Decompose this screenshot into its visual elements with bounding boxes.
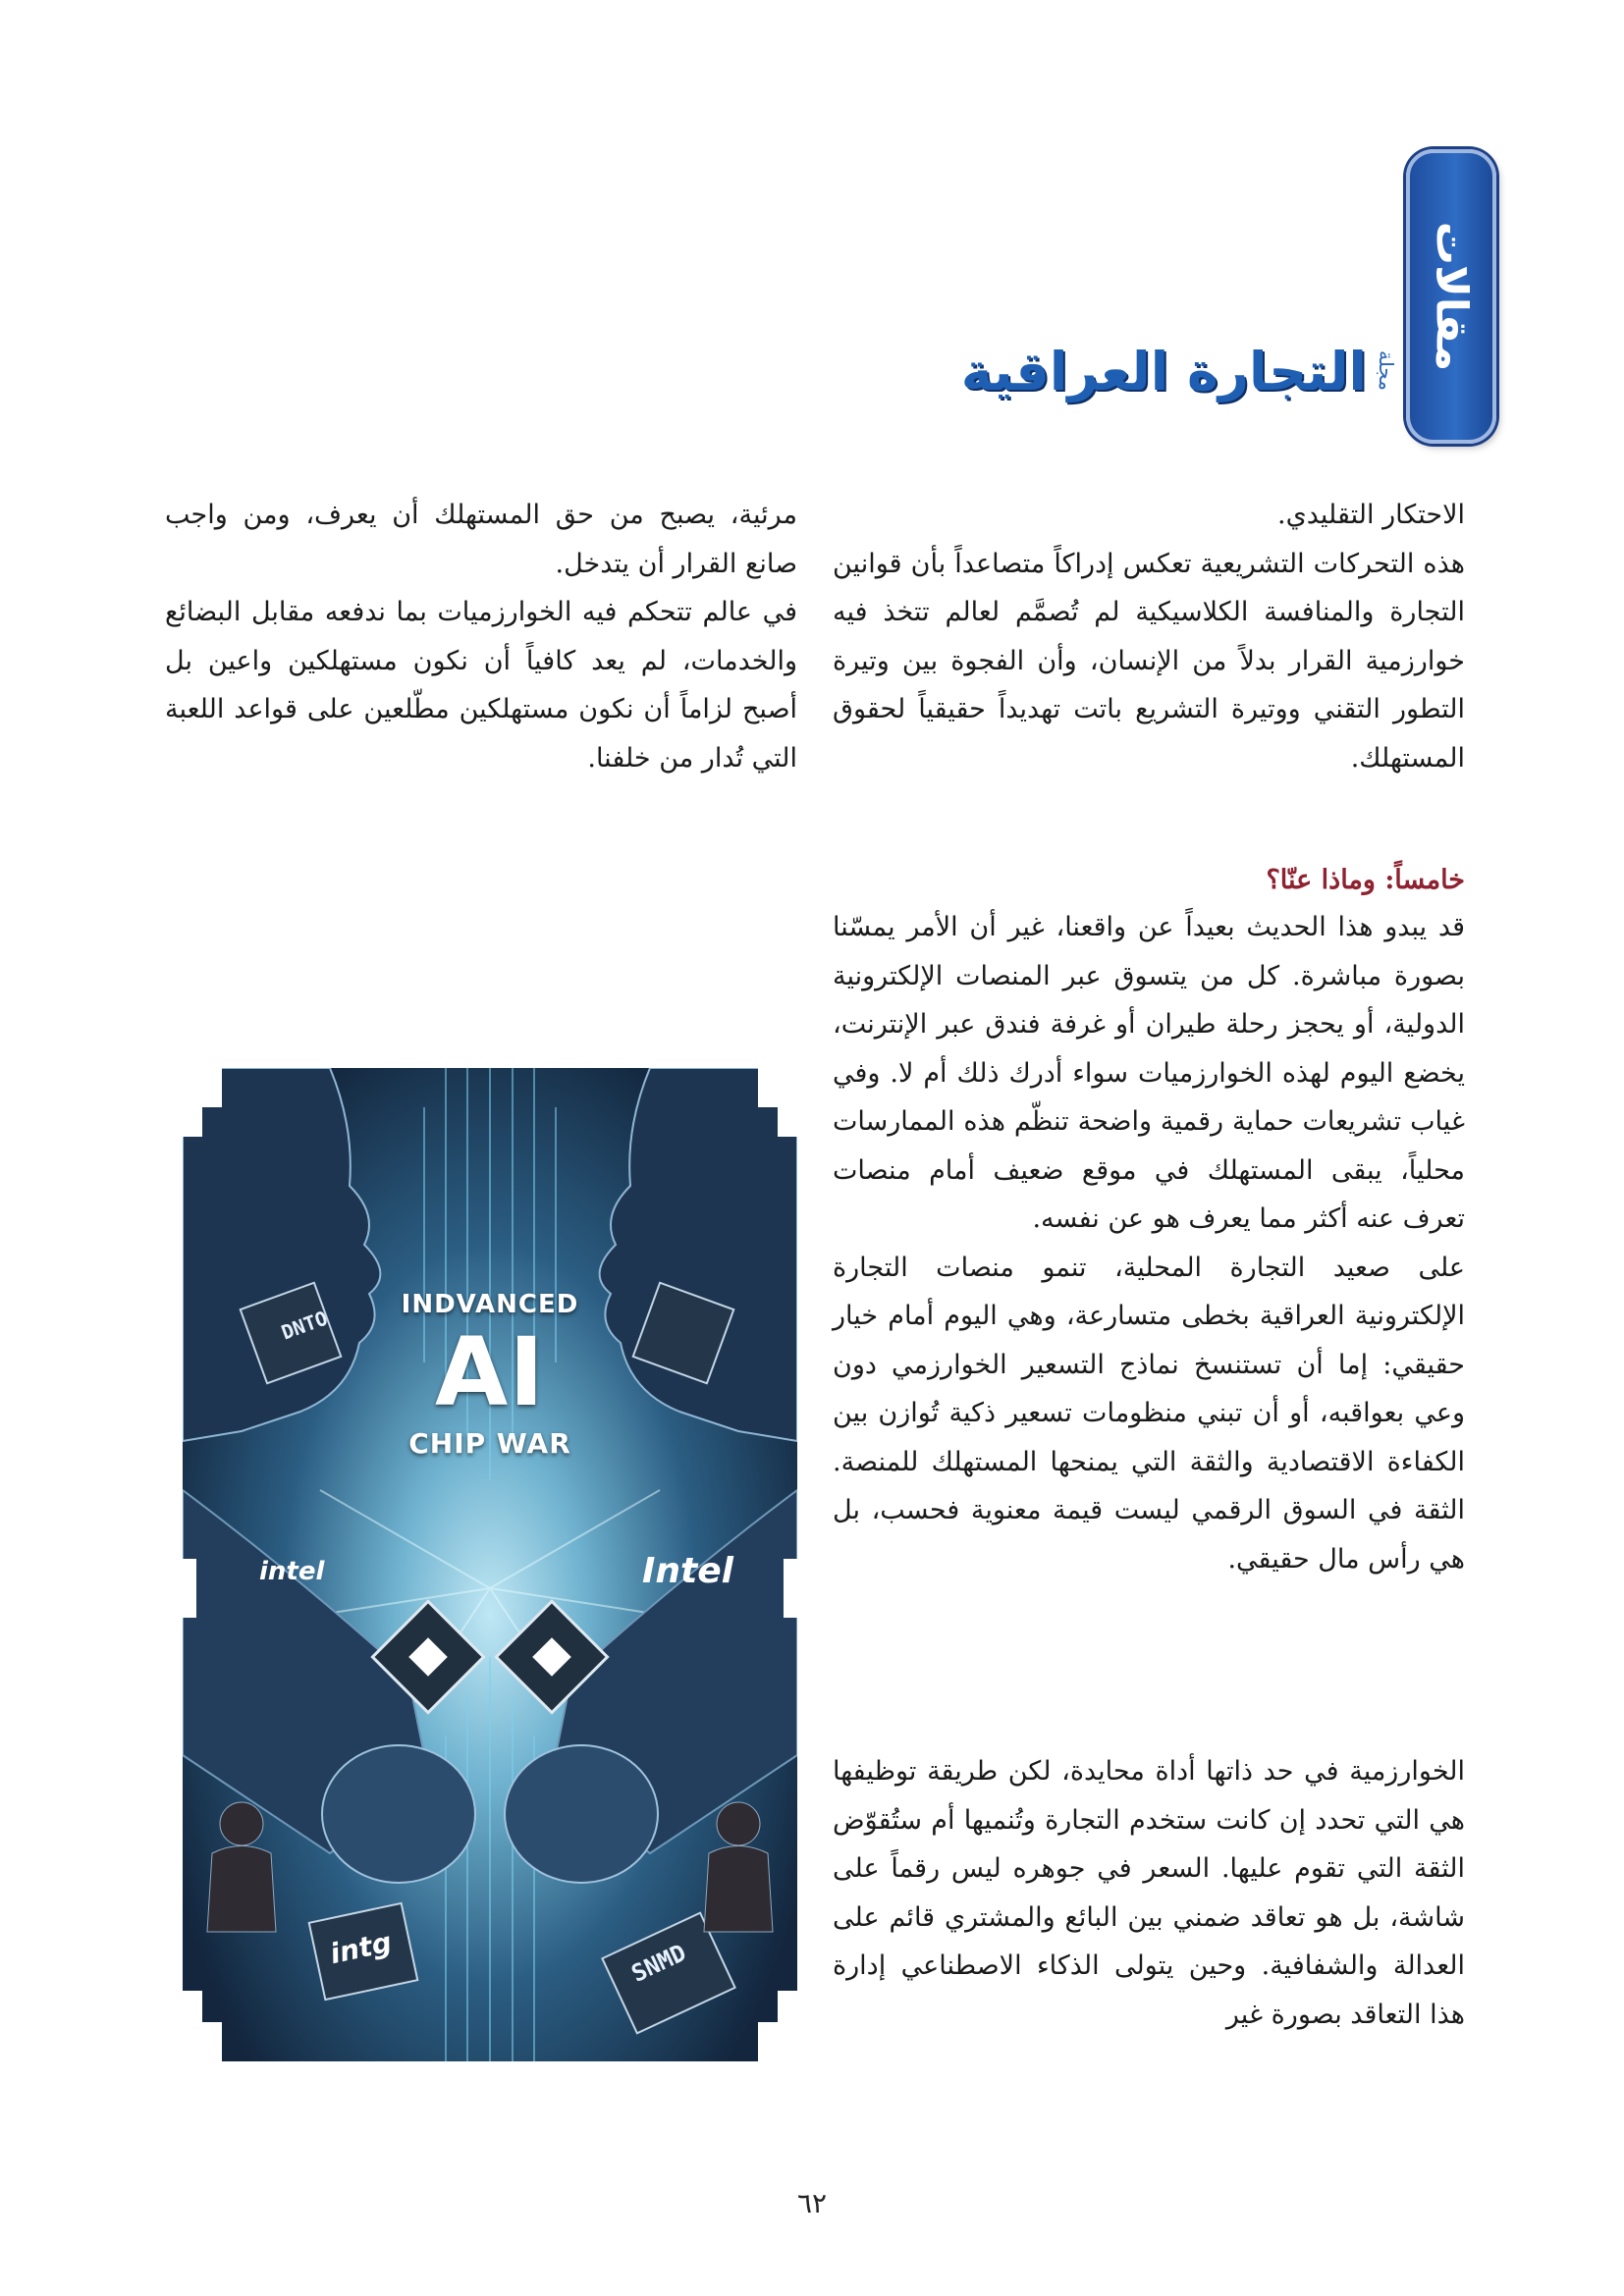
page-number: ٦٢ [796, 2187, 828, 2219]
chip-label-intg: intg [327, 1925, 395, 1971]
paragraph: الاحتكار التقليدي. [1276, 500, 1465, 530]
intel-logo-left: intel [259, 1557, 325, 1586]
intel-logo-right: Intel [642, 1551, 733, 1591]
section-tab-label: مقالات [1426, 221, 1477, 372]
right-column-closing [833, 1747, 1465, 2039]
section-heading-wrap [833, 856, 1465, 905]
section-tab [1406, 149, 1496, 444]
paragraph: الخوارزمية في حد ذاتها أداة محايدة، لكن طريقة توظيفها هي التي تحدد إن كانت ستخدم التجارة وتُنميها أم ستُقوّض الثقة التي تقوم عليها. السعر في جوهره ليس رقماً على شاشة، بل هو تعاقد ضمني بين البائع والمشتري قائم على العدالة والشفافية. وحين يتولى الذكاء الاصطناعي إدارة هذا التعاقد بصورة غير [833, 1756, 1465, 2030]
magazine-logo-tag: مجلة [1375, 350, 1398, 391]
right-column-top [833, 491, 1465, 782]
paragraph: على صعيد التجارة المحلية، تنمو منصات التجارة الإلكترونية العراقية بخطى متسارعة، وهي اليوم أمام خيار حقيقي: إما أن تستنسخ نماذج التسعير الخوارزمي دون وعي بعواقبه، أو أن تبني منظومات تسعير ذكية تُوازن بين الكفاءة الاقتصادية والثقة التي يمنحها المستهلك للمنصة. الثقة في السوق الرقمي ليست قيمة معنوية فحسب، بل هي رأس مال حقيقي. [833, 1252, 1465, 1575]
paragraph: هذه التحركات التشريعية تعكس إدراكاً متصاعداً بأن قوانين التجارة والمنافسة الكلاسيكية لم تُصمَّم لعالم تتخذ فيه خوارزمية القرار بدلاً من الإنسان، وأن الفجوة بين وتيرة التطور التقني ووتيرة التشريع باتت تهديداً حقيقياً لحقوق المستهلك. [833, 548, 1465, 774]
chip-label-top-left: DNTO [278, 1306, 331, 1345]
paragraph: قد يبدو هذا الحديث بعيداً عن واقعنا، غير أن الأمر يمسّنا بصورة مباشرة. كل من يتسوق عبر المنصات الإلكترونية الدولية، أو يحجز رحلة طيران أو غرفة فندق عبر الإنترنت، يخضع اليوم لهذه الخوارزميات سواء أدرك ذلك أم لا. وفي غياب تشريعات حماية رقمية واضحة تنظّم هذه الممارسات محلياً، يبقى المستهلك في موقع ضعيف أمام منصات تعرف عنه أكثر مما يعرف هو عن نفسه. [833, 912, 1465, 1234]
illustration-title-line1: INDVANCED [401, 1290, 579, 1319]
illustration-title-line2: AI [434, 1317, 545, 1427]
chip-label-bottom-right: SNMD [626, 1939, 691, 1988]
paragraph: في عالم تتحكم فيه الخوارزميات بما ندفعه مقابل البضائع والخدمات، لم يعد كافياً أن نكون مستهلكين واعين بل أصبح لزاماً أن نكون مستهلكين مطّلعين على قواعد اللعبة التي تُدار من خلفنا. [165, 597, 797, 774]
paragraph: مرئية، يصبح من حق المستهلك أن يعرف، ومن واجب صانع القرار أن يتدخل. [165, 500, 797, 579]
magazine-logo [960, 341, 1398, 402]
magazine-logo-name: التجارة العراقية [960, 341, 1367, 402]
ai-chip-war-illustration [183, 1068, 797, 2061]
illustration-title-line3: CHIP WAR [408, 1427, 571, 1460]
section-heading: خامساً: وماذا عنّا؟ [1266, 865, 1465, 895]
left-column [165, 491, 797, 782]
right-column-section [833, 903, 1465, 1583]
